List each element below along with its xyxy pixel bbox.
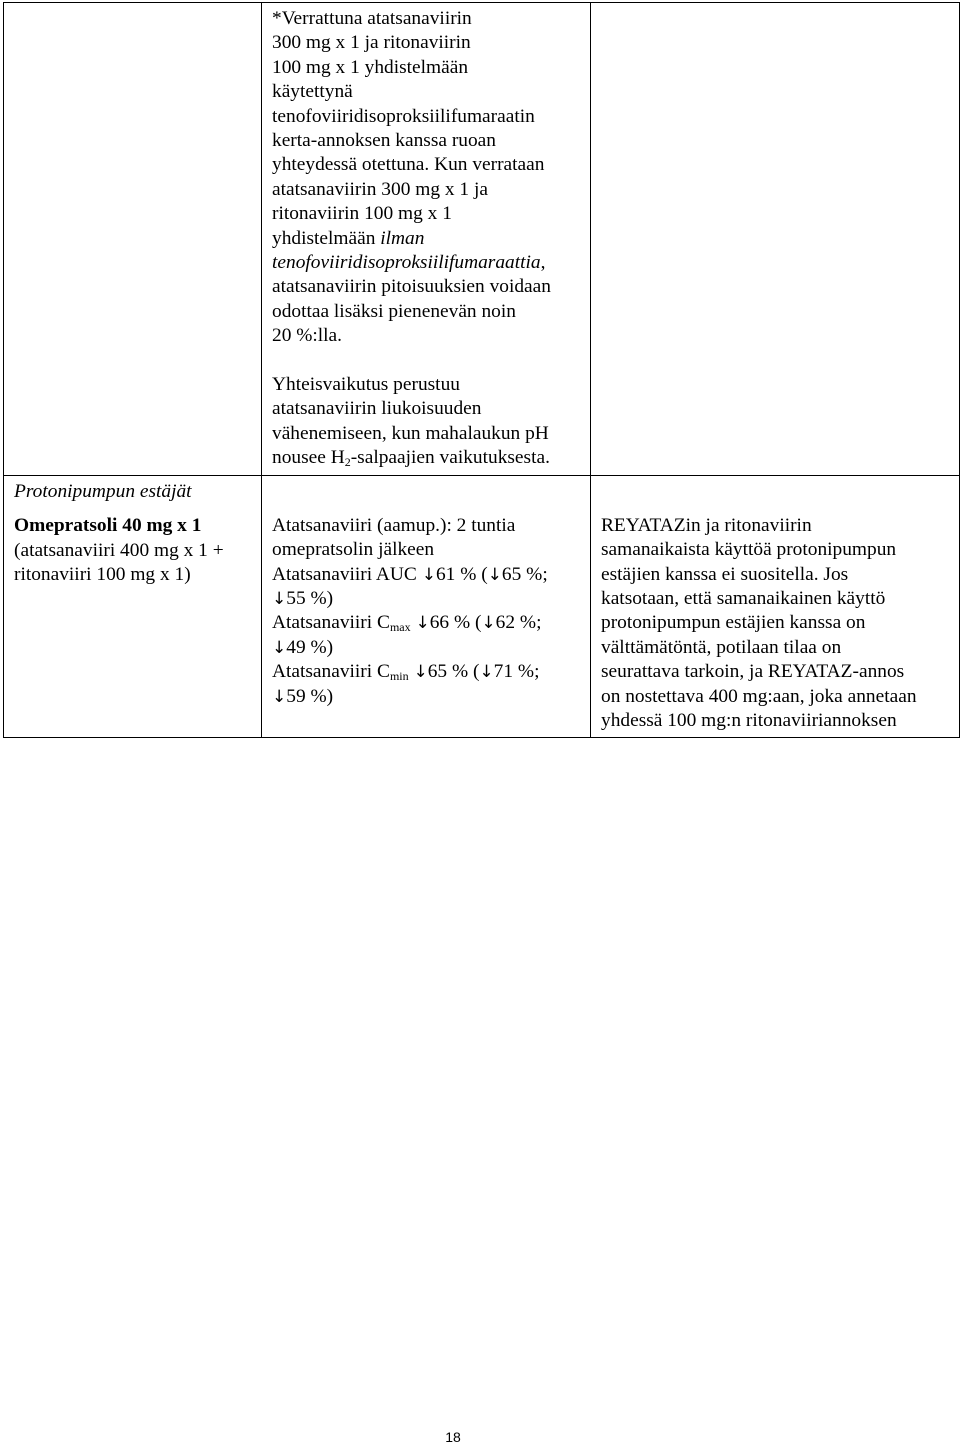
down-arrow-icon: ↓ [413, 662, 428, 683]
cmin-high: 59 %) [286, 685, 334, 707]
drug-regimen [14, 539, 253, 588]
text-line: 100 mg x 1 yhdistelmään [272, 56, 469, 78]
down-arrow-icon: ↓ [272, 637, 287, 658]
cmax-label: Atatsanaviiri C [272, 612, 390, 634]
down-arrow-icon: ↓ [487, 564, 502, 585]
cmin-subscript: min [389, 669, 409, 684]
effect-lines-continued [272, 275, 582, 348]
interaction-table [3, 2, 960, 738]
text-line: protonipumpun estäjien kanssa on [601, 612, 866, 634]
auc-line [272, 563, 582, 587]
text-line: *Verrattuna atatsanaviirin [272, 8, 472, 29]
down-arrow-icon: ↓ [421, 564, 436, 585]
recommendation-cell-empty [591, 3, 960, 476]
text-line: samanaikaista käyttöä protonipumpun [601, 539, 897, 561]
recommendation-text [601, 514, 951, 734]
cmax-value: 66 % ( [429, 612, 482, 634]
text-line: odottaa lisäksi pienenevän noin [272, 300, 516, 322]
down-arrow-icon: ↓ [272, 686, 287, 707]
cmin-value: 65 % ( [427, 661, 480, 683]
cmax-line [272, 611, 582, 635]
text-line: estäjien kanssa ei suositella. Jos [601, 563, 849, 585]
drug-name: Omepratsoli 40 mg x 1 [14, 515, 202, 537]
text-line: tenofoviiridisoproksiilifumaraatin [272, 105, 535, 127]
text-line: käytettynä [272, 81, 353, 103]
text-line: (atatsanaviiri 400 mg x 1 + [14, 539, 224, 561]
text-line: 300 mg x 1 ja ritonaviirin [272, 32, 471, 54]
mechanism-last-line [272, 446, 582, 470]
effect-cell [262, 475, 591, 738]
text-line: yhdessä 100 mg:n ritonaviiriannoksen [601, 709, 897, 731]
effect-italic-text: tenofoviiridisoproksiilifumaraattia [272, 252, 541, 274]
recommendation-cell [591, 475, 960, 738]
drug-cell-empty [4, 3, 262, 476]
text-line: vähenemiseen, kun mahalaukun pH [272, 422, 549, 444]
mechanism-lines [272, 373, 582, 446]
cmax-subscript: max [389, 620, 411, 635]
down-arrow-icon: ↓ [479, 662, 494, 683]
mechanism-subscript: 2 [344, 455, 351, 470]
effect-italic-suffix: , [540, 252, 546, 274]
effect-line-ilman [272, 227, 582, 251]
text-line: välttämätöntä, potilaan tilaa on [601, 636, 842, 658]
mechanism-text [272, 373, 582, 471]
text-line: ritonaviiri 100 mg x 1) [14, 563, 191, 585]
text-line: ritonaviirin 100 mg x 1 [272, 203, 452, 225]
down-arrow-icon: ↓ [272, 588, 287, 609]
text-line: Yhteisvaikutus perustuu [272, 374, 460, 396]
cmax-line-2 [272, 636, 582, 660]
text-line: on nostettava 400 mg:aan, joka annetaan [601, 685, 917, 707]
effect-cell [262, 3, 591, 476]
auc-line-2 [272, 587, 582, 611]
effect-lines [272, 7, 582, 227]
cmin-low: 71 %; [493, 661, 540, 683]
effect-line-2: omepratsolin jälkeen [272, 539, 435, 561]
mechanism-line-b: -salpaajien vaikutuksesta. [350, 447, 550, 469]
cmin-line [272, 660, 582, 684]
drug-cell [4, 475, 262, 738]
auc-value: 61 % ( [435, 563, 488, 585]
text-line: katsotaan, että samanaikainen käyttö [601, 587, 886, 609]
cmin-label: Atatsanaviiri C [272, 661, 390, 683]
table-row [4, 475, 960, 738]
mechanism-line-a: nousee H [272, 447, 345, 469]
effect-italic-word: ilman [380, 227, 425, 249]
auc-label: Atatsanaviiri AUC [272, 563, 422, 585]
auc-low: 65 %; [501, 563, 548, 585]
text-line: 20 %:lla. [272, 325, 343, 347]
text-line: yhteydessä otettuna. Kun verrataan [272, 154, 545, 176]
page-number: 18 [445, 1429, 461, 1445]
class-heading: Protonipumpun estäjät [14, 480, 192, 502]
down-arrow-icon: ↓ [415, 613, 430, 634]
cmax-low: 62 %; [495, 612, 542, 634]
text-line: atatsanaviirin 300 mg x 1 ja [272, 178, 488, 200]
text-line: seurattava tarkoin, ja REYATAZ-annos [601, 661, 905, 683]
cmax-high: 49 %) [286, 636, 334, 658]
text-line: atatsanaviirin liukoisuuden [272, 398, 482, 420]
text-line: atatsanaviirin pitoisuuksien voidaan [272, 276, 551, 298]
effect-text [272, 7, 582, 349]
text-line: kerta-annoksen kanssa ruoan [272, 130, 496, 152]
effect-line-prefix: yhdistelmään [272, 227, 381, 249]
text-line: REYATAZin ja ritonaviirin [601, 514, 812, 536]
effect-italic-line [272, 251, 582, 275]
effect-line-1: Atatsanaviiri (aamup.): 2 tuntia [272, 514, 516, 536]
table-row [4, 3, 960, 476]
down-arrow-icon: ↓ [481, 613, 496, 634]
auc-high: 55 %) [286, 587, 334, 609]
cmin-line-2 [272, 685, 582, 709]
